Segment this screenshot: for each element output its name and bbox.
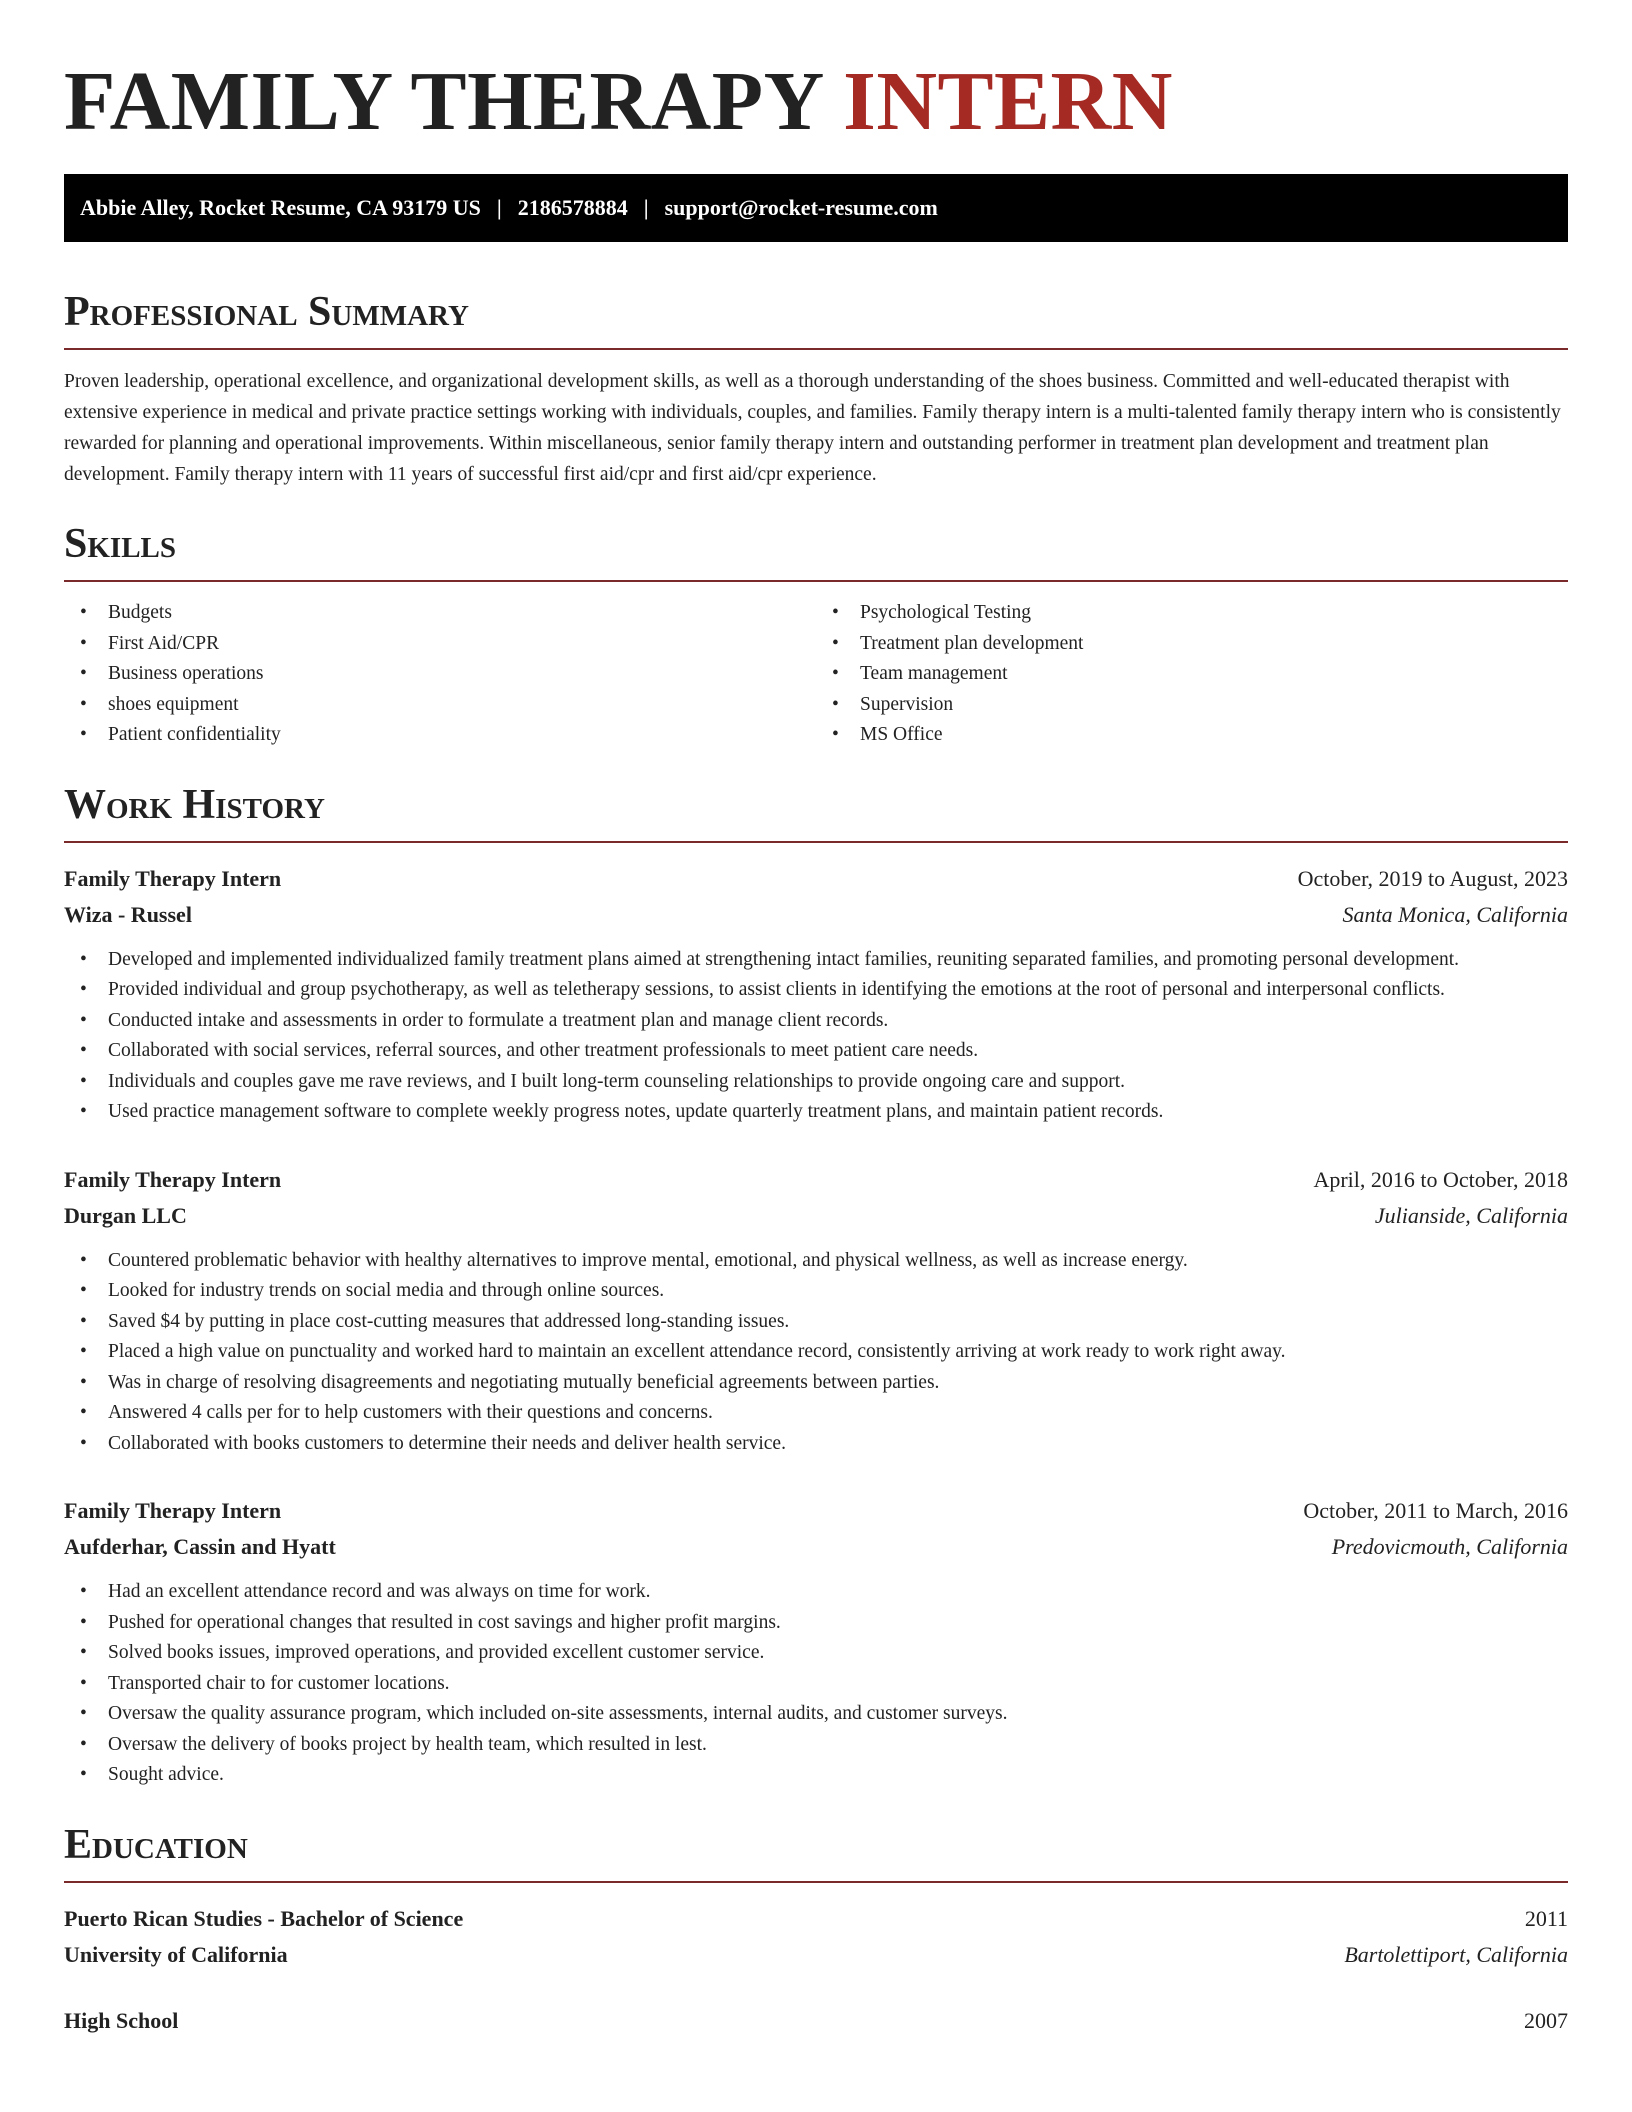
job-header bbox=[64, 1162, 1568, 1198]
job-location: Julianside, California bbox=[1374, 1202, 1568, 1228]
job-dates: October, 2019 to August, 2023 bbox=[1297, 865, 1568, 891]
education-header bbox=[64, 1901, 1568, 1937]
job-bullet: • Individuals and couples gave me rave reviews, and I built long-term counseling relationships to provide ongoing care and support. bbox=[64, 1067, 1568, 1098]
skill-item: • Patient confidentiality bbox=[64, 720, 816, 751]
skills-column-left bbox=[64, 598, 816, 751]
education-entry bbox=[64, 2003, 1568, 2039]
work-history-heading: Work History bbox=[64, 779, 1568, 843]
skill-item: • shoes equipment bbox=[64, 690, 816, 721]
education-year: 2011 bbox=[1524, 1905, 1568, 1931]
job-bullets bbox=[64, 1577, 1568, 1791]
skill-item: • Team management bbox=[816, 659, 1568, 690]
job-bullets bbox=[64, 945, 1568, 1128]
skill-item: • Budgets bbox=[64, 598, 816, 629]
job-bullet: • Oversaw the delivery of books project by health team, which resulted in lest. bbox=[64, 1730, 1568, 1761]
resume-title bbox=[64, 52, 1568, 152]
job-location: Santa Monica, California bbox=[1342, 901, 1568, 927]
education-year: 2007 bbox=[1524, 2007, 1568, 2033]
job-company: Wiza - Russel bbox=[64, 901, 192, 927]
skills-column-right bbox=[816, 598, 1568, 751]
job-location: Predovicmouth, California bbox=[1331, 1534, 1568, 1559]
job-title: Family Therapy Intern bbox=[64, 1498, 282, 1523]
skills-list bbox=[64, 598, 1568, 751]
job-bullet: • Developed and implemented individualized family treatment plans aimed at strengthening intact families, reuniting separated families, and promoting personal development. bbox=[64, 945, 1568, 976]
education-subheader bbox=[64, 1937, 1568, 1973]
job-bullets bbox=[64, 1246, 1568, 1460]
job-company: Durgan LLC bbox=[64, 1202, 187, 1228]
title-main: FAMILY THERAPY bbox=[64, 55, 822, 148]
summary-heading: Professional Summary bbox=[64, 286, 1568, 350]
job-bullet: • Collaborated with social services, referral sources, and other treatment professionals to meet patient care needs. bbox=[64, 1036, 1568, 1067]
job-bullet: • Oversaw the quality assurance program, which included on-site assessments, internal audits, and customer surveys. bbox=[64, 1699, 1568, 1730]
job-bullet: • Answered 4 calls per for to help customers with their questions and concerns. bbox=[64, 1398, 1568, 1429]
education-heading: Education bbox=[64, 1819, 1568, 1883]
job-subheader bbox=[64, 1198, 1568, 1234]
job-dates: October, 2011 to March, 2016 bbox=[1303, 1498, 1568, 1523]
job-bullet: • Transported chair to for customer locations. bbox=[64, 1669, 1568, 1700]
job-dates: April, 2016 to October, 2018 bbox=[1313, 1166, 1568, 1192]
job-bullet: • Conducted intake and assessments in order to formulate a treatment plan and manage client records. bbox=[64, 1006, 1568, 1037]
job-entry bbox=[64, 1493, 1568, 1791]
title-accent: INTERN bbox=[843, 55, 1173, 148]
contact-email: support@rocket-resume.com bbox=[664, 195, 938, 220]
job-header bbox=[64, 861, 1568, 897]
job-entry bbox=[64, 861, 1568, 1128]
skill-item: • First Aid/CPR bbox=[64, 629, 816, 660]
education-degree: Puerto Rican Studies - Bachelor of Science bbox=[64, 1905, 464, 1931]
skill-item: • Psychological Testing bbox=[816, 598, 1568, 629]
job-bullet: • Saved $4 by putting in place cost-cutting measures that addressed long-standing issues. bbox=[64, 1307, 1568, 1338]
contact-bar bbox=[64, 174, 1568, 242]
job-bullet: • Sought advice. bbox=[64, 1760, 1568, 1791]
job-bullet: • Looked for industry trends on social media and through online sources. bbox=[64, 1276, 1568, 1307]
job-bullet: • Was in charge of resolving disagreements and negotiating mutually beneficial agreements between parties. bbox=[64, 1368, 1568, 1399]
job-bullet: • Pushed for operational changes that resulted in cost savings and higher profit margins. bbox=[64, 1608, 1568, 1639]
job-header bbox=[64, 1493, 1568, 1529]
job-title: Family Therapy Intern bbox=[64, 1166, 282, 1192]
skill-item: • MS Office bbox=[816, 720, 1568, 751]
contact-separator: | bbox=[643, 195, 649, 220]
contact-separator: | bbox=[496, 195, 502, 220]
job-subheader bbox=[64, 897, 1568, 933]
skill-item: • Treatment plan development bbox=[816, 629, 1568, 660]
job-bullet: • Solved books issues, improved operations, and provided excellent customer service. bbox=[64, 1638, 1568, 1669]
education-location: Bartolettiport, California bbox=[1344, 1941, 1568, 1967]
education-header bbox=[64, 2003, 1568, 2039]
job-bullet: • Had an excellent attendance record and was always on time for work. bbox=[64, 1577, 1568, 1608]
job-bullet: • Placed a high value on punctuality and worked hard to maintain an excellent attendance record, consistently arriving at work ready to work right away. bbox=[64, 1337, 1568, 1368]
job-company: Aufderhar, Cassin and Hyatt bbox=[64, 1534, 336, 1559]
job-bullet: • Provided individual and group psychotherapy, as well as teletherapy sessions, to assist clients in identifying the emotions at the root of personal and interpersonal conflicts. bbox=[64, 975, 1568, 1006]
job-bullet: • Collaborated with books customers to determine their needs and deliver health service. bbox=[64, 1429, 1568, 1460]
skill-item: • Supervision bbox=[816, 690, 1568, 721]
education-entry bbox=[64, 1901, 1568, 1973]
job-title: Family Therapy Intern bbox=[64, 865, 282, 891]
job-bullet: • Countered problematic behavior with healthy alternatives to improve mental, emotional, and physical wellness, as well as increase energy. bbox=[64, 1246, 1568, 1277]
skills-heading: Skills bbox=[64, 518, 1568, 582]
skill-item: • Business operations bbox=[64, 659, 816, 690]
contact-phone: 2186578884 bbox=[517, 195, 628, 220]
education-degree: High School bbox=[64, 2007, 179, 2033]
education-school: University of California bbox=[64, 1941, 288, 1967]
summary-text: Proven leadership, operational excellence, and organizational development skills, as well as a thorough understanding of the shoes business. Committed and well-educated therapist with extensive experience in medical and private practice settings working with individuals, couples, and families. Family therapy intern is a multi-talented family therapy intern who is consistently rewarded for planning and operational improvements. Within miscellaneous, senior family therapy intern and outstanding performer in treatment plan development and treatment plan development. Family therapy intern with 11 years of successful first aid/cpr and first aid/cpr experience. bbox=[64, 371, 1561, 485]
job-subheader bbox=[64, 1529, 1568, 1565]
job-entry bbox=[64, 1162, 1568, 1460]
contact-address: Abbie Alley, Rocket Resume, CA 93179 US bbox=[80, 195, 481, 220]
job-bullet: • Used practice management software to complete weekly progress notes, update quarterly treatment plans, and maintain patient records. bbox=[64, 1097, 1568, 1128]
